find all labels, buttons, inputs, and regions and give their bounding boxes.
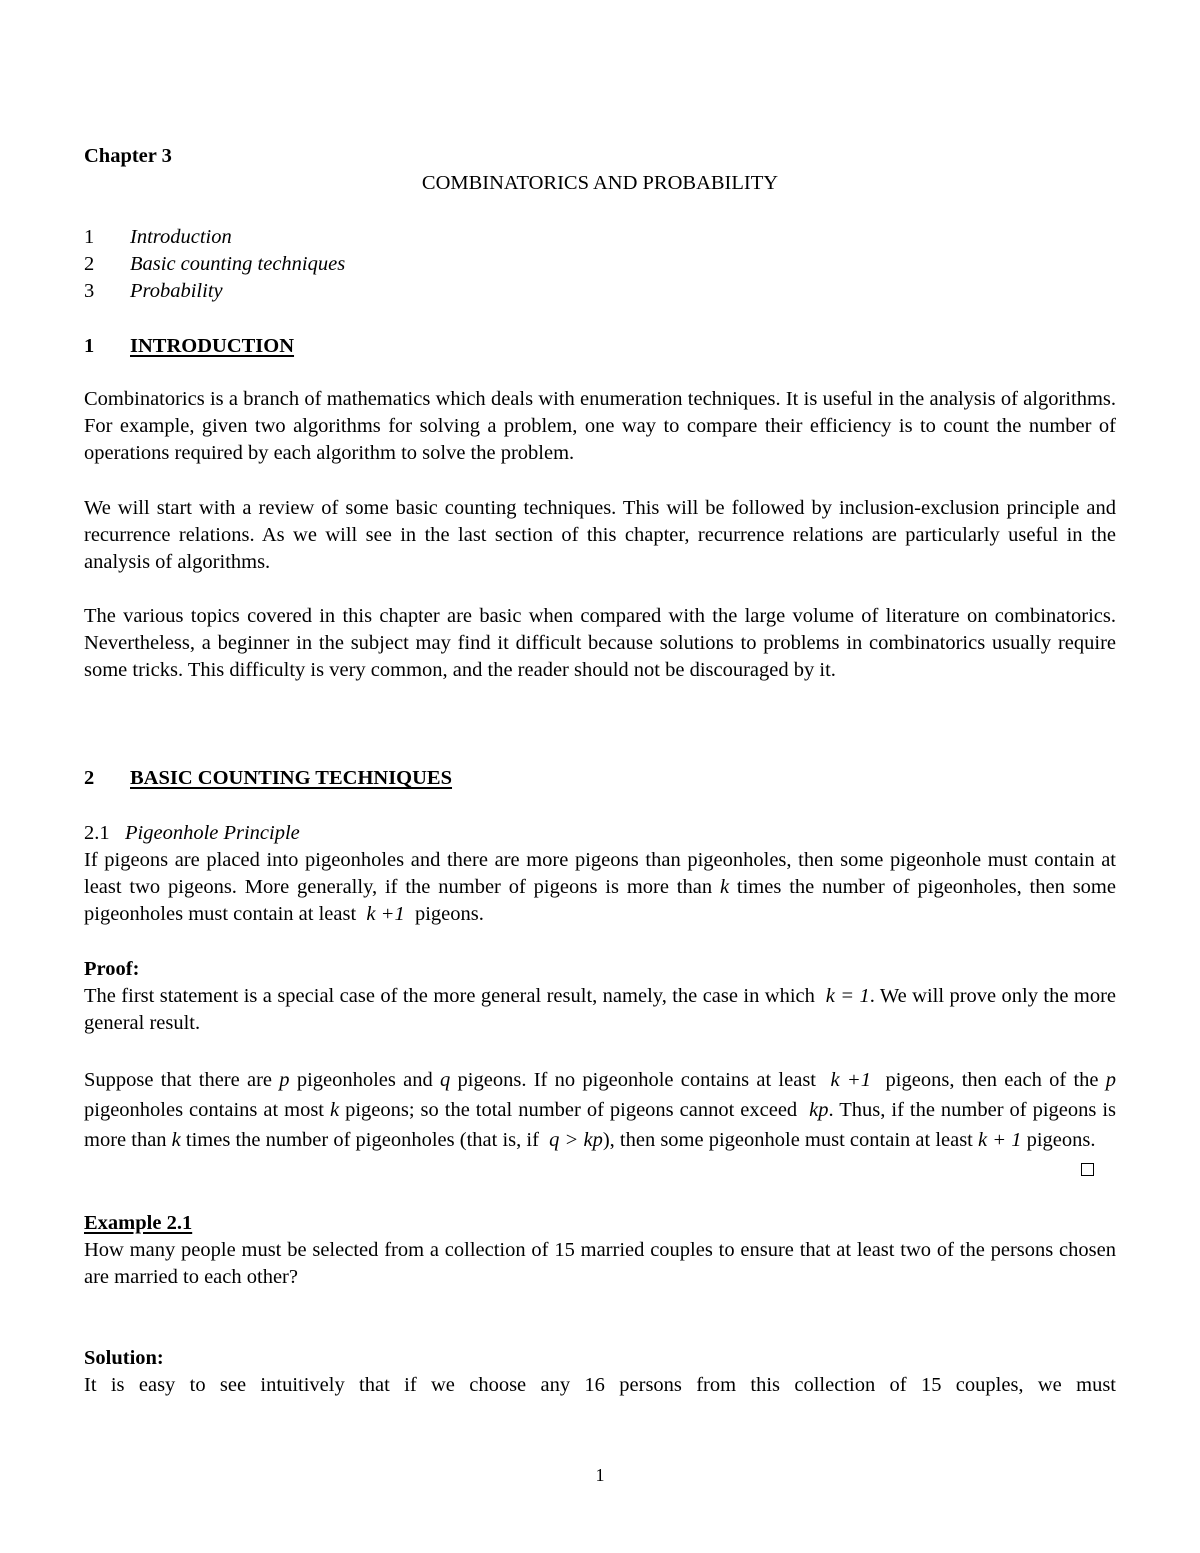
toc-item-number: 1 — [84, 226, 95, 248]
example-text: How many people must be selected from a collection of 15 married couples to ensure that at least two of the persons chosen are married to each other? — [84, 1239, 1116, 1288]
chapter-title: COMBINATORICS AND PROBABILITY — [421, 172, 779, 194]
pigeonhole-statement — [84, 847, 1116, 928]
proof-text: pigeons; so the total number of pigeons cannot exceed — [339, 1099, 804, 1121]
proof-text: ), then some pigeonhole must contain at least — [602, 1129, 979, 1151]
proof-paragraph-1 — [84, 983, 1116, 1037]
solution-text: It is easy to see intuitively that if we choose any 16 persons from this collection of 15 couples, we must — [84, 1374, 1116, 1396]
section-number: 2 — [84, 767, 95, 789]
toc-item-number: 2 — [84, 253, 95, 275]
proof-text: pigeons, then each of the — [878, 1069, 1106, 1091]
section-number: 1 — [84, 335, 95, 357]
math-kp: kp — [809, 1099, 829, 1121]
subsection-heading — [84, 820, 300, 847]
toc-item-label: Basic counting techniques — [130, 253, 346, 275]
math-k: k — [719, 876, 730, 898]
subsection-title: Pigeonhole Principle — [125, 822, 300, 844]
math-k: k — [330, 1099, 340, 1121]
math-p: p — [1105, 1069, 1117, 1091]
math-q-greater-kp: q > kp — [549, 1129, 603, 1151]
solution-heading: Solution: — [84, 1347, 164, 1369]
math-k-plus-1: k +1 — [366, 903, 405, 925]
proof-text: Suppose that there are — [84, 1069, 280, 1091]
toc-item-label: Introduction — [130, 226, 232, 248]
statement-text: times the number of pigeonholes, then some pigeonholes must contain at least — [84, 876, 1116, 925]
intro-paragraph-1: Combinatorics is a branch of mathematics which deals with enumeration techniques. It is useful in the analysis of algorithms. For example, given two algorithms for solving a problem, one way to compare their efficiency is to count the number of operations required by each algorithm to solve the problem. — [84, 388, 1116, 464]
proof-heading: Proof: — [84, 958, 140, 980]
math-k-plus-1: k +1 — [830, 1069, 871, 1091]
section-title: INTRODUCTION — [130, 335, 295, 357]
proof-text: pigeonholes contains at most — [84, 1099, 330, 1121]
intro-paragraph-3: The various topics covered in this chapter are basic when compared with the large volume of literature on combinatorics. Nevertheless, a beginner in the subject may find it difficult because solutions to problems in combinatorics usually require some tricks. This difficulty is very common, and the reader should not be discouraged by it. — [84, 605, 1116, 681]
proof-paragraph-2 — [84, 1065, 1116, 1155]
proof-text: pigeonholes and — [289, 1069, 441, 1091]
proof-text: pigeons. — [1021, 1129, 1096, 1151]
page-number: 1 — [595, 1465, 605, 1485]
proof-text: times the number of pigeonholes (that is, if — [180, 1129, 545, 1151]
toc-item-number: 3 — [84, 280, 95, 302]
subsection-number: 2.1 — [84, 822, 110, 844]
proof-text: pigeons. If no pigeonhole contains at least — [450, 1069, 824, 1091]
qed-square-icon — [1081, 1163, 1094, 1176]
math-k-equals-1: k = 1 — [825, 985, 870, 1007]
intro-paragraph-2: We will start with a review of some basic counting techniques. This will be followed by inclusion-exclusion principle and recurrence relations. As we will see in the last section of this chapter, recurrence relations are particularly useful in the analysis of algorithms. — [84, 497, 1116, 573]
example-heading: Example 2.1 — [84, 1212, 193, 1234]
proof-text: The first statement is a special case of the more general result, namely, the case in which — [84, 985, 821, 1007]
statement-text: If pigeons are placed into pigeonholes and there are more pigeons than pigeonholes, then some pigeonhole must contain at least two pigeons. More generally, if the number of pigeons is more than — [84, 849, 1116, 898]
toc-item-label: Probability — [130, 280, 223, 302]
math-k: k — [171, 1129, 181, 1151]
proof-text: . We will prove only the more general result. — [84, 985, 1116, 1034]
math-p: p — [279, 1069, 290, 1091]
proof-text: . Thus, if the number of pigeons is more than — [84, 1099, 1117, 1151]
statement-text: pigeons. — [409, 903, 484, 925]
chapter-label: Chapter 3 — [84, 145, 172, 167]
math-q: q — [440, 1069, 451, 1091]
section-title: BASIC COUNTING TECHNIQUES — [130, 767, 453, 789]
math-k-plus-1: k + 1 — [978, 1129, 1022, 1151]
